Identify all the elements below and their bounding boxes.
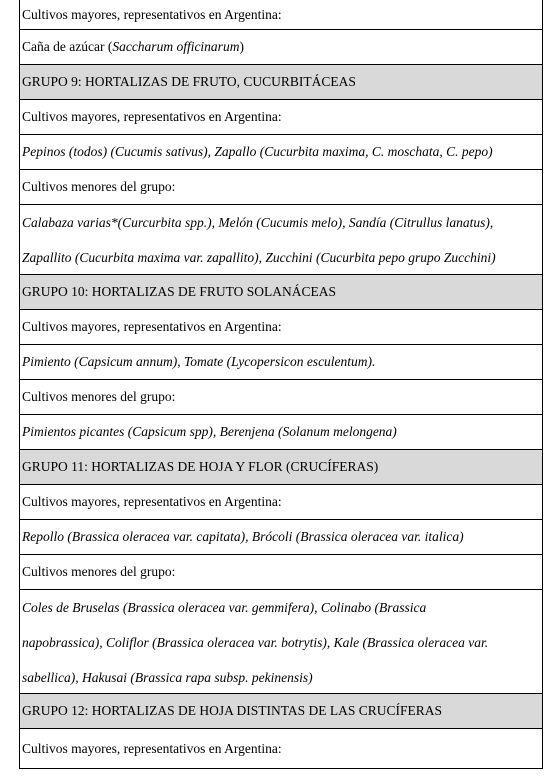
group-header-row [20, 65, 542, 100]
group-title: GRUPO 11: HORTALIZAS DE HOJA Y FLOR (CRUCÍFERAS) [22, 459, 379, 474]
table-row [20, 100, 542, 135]
table-row [20, 415, 542, 450]
group-header-row [20, 694, 542, 729]
row-text-italic: Pepinos (todos) (Cucumis sativus), Zapallo (Cucurbita maxima, C. moschata, C. pepo) [22, 144, 493, 159]
row-line: napobrassica), Coliflor (Brassica oleracea var. botrytis), Kale (Brassica oleracea var. [22, 635, 489, 650]
group-header-row [20, 450, 542, 485]
group-header-row [20, 275, 542, 310]
group-title: GRUPO 10: HORTALIZAS DE FRUTO SOLANÁCEAS [22, 284, 337, 299]
row-text: Cultivos mayores, representativos en Argentina: [22, 740, 282, 756]
table-row [20, 0, 542, 30]
table-row [20, 205, 542, 275]
row-text: Cultivos mayores, representativos en Argentina: [22, 319, 282, 334]
row-text-italic: Repollo (Brassica oleracea var. capitata), Brócoli (Brassica oleracea var. italica) [22, 529, 464, 544]
row-text-normal: Caña de azúcar ( [22, 39, 113, 54]
table-row [20, 729, 542, 769]
row-line: sabellica), Hakusai (Brassica rapa subsp. pekinensis) [22, 670, 313, 685]
row-text: Cultivos menores del grupo: [22, 564, 176, 579]
row-line: Zapallito (Cucurbita maxima var. zapallito), Zucchini (Cucurbita pepo grupo Zucchini) [22, 250, 496, 265]
row-text-italic: Pimiento (Capsicum annum), Tomate (Lycopersicon esculentum). [22, 354, 376, 369]
group-title: GRUPO 9: HORTALIZAS DE FRUTO, CUCURBITÁCEAS [22, 74, 356, 89]
crop-groups-table [19, 0, 543, 769]
table-row [20, 520, 542, 555]
table-row [20, 555, 542, 590]
table-row [20, 345, 542, 380]
row-text: Cultivos menores del grupo: [22, 389, 176, 404]
table-row [20, 30, 542, 65]
row-text-normal-end: ) [239, 39, 244, 54]
table-row [20, 135, 542, 170]
row-text: Cultivos mayores, representativos en Argentina: [22, 6, 282, 22]
row-text: Cultivos mayores, representativos en Argentina: [22, 109, 282, 124]
group-title: GRUPO 12: HORTALIZAS DE HOJA DISTINTAS DE LAS CRUCÍFERAS [22, 703, 443, 718]
row-line: Coles de Bruselas (Brassica oleracea var. gemmifera), Colinabo (Brassica [22, 600, 427, 615]
table-row [20, 310, 542, 345]
table-row [20, 485, 542, 520]
row-text: Cultivos mayores, representativos en Argentina: [22, 494, 282, 509]
row-text: Cultivos menores del grupo: [22, 179, 176, 194]
table-row [20, 590, 542, 694]
table-row [20, 380, 542, 415]
row-text-italic: Pimientos picantes (Capsicum spp), Berenjena (Solanum melongena) [22, 424, 397, 439]
row-text-italic: Saccharum officinarum [112, 39, 240, 54]
table-row [20, 170, 542, 205]
row-line: Calabaza varias*(Curcurbita spp.), Melón (Cucumis melo), Sandía (Citrullus lanatus), [22, 215, 494, 230]
